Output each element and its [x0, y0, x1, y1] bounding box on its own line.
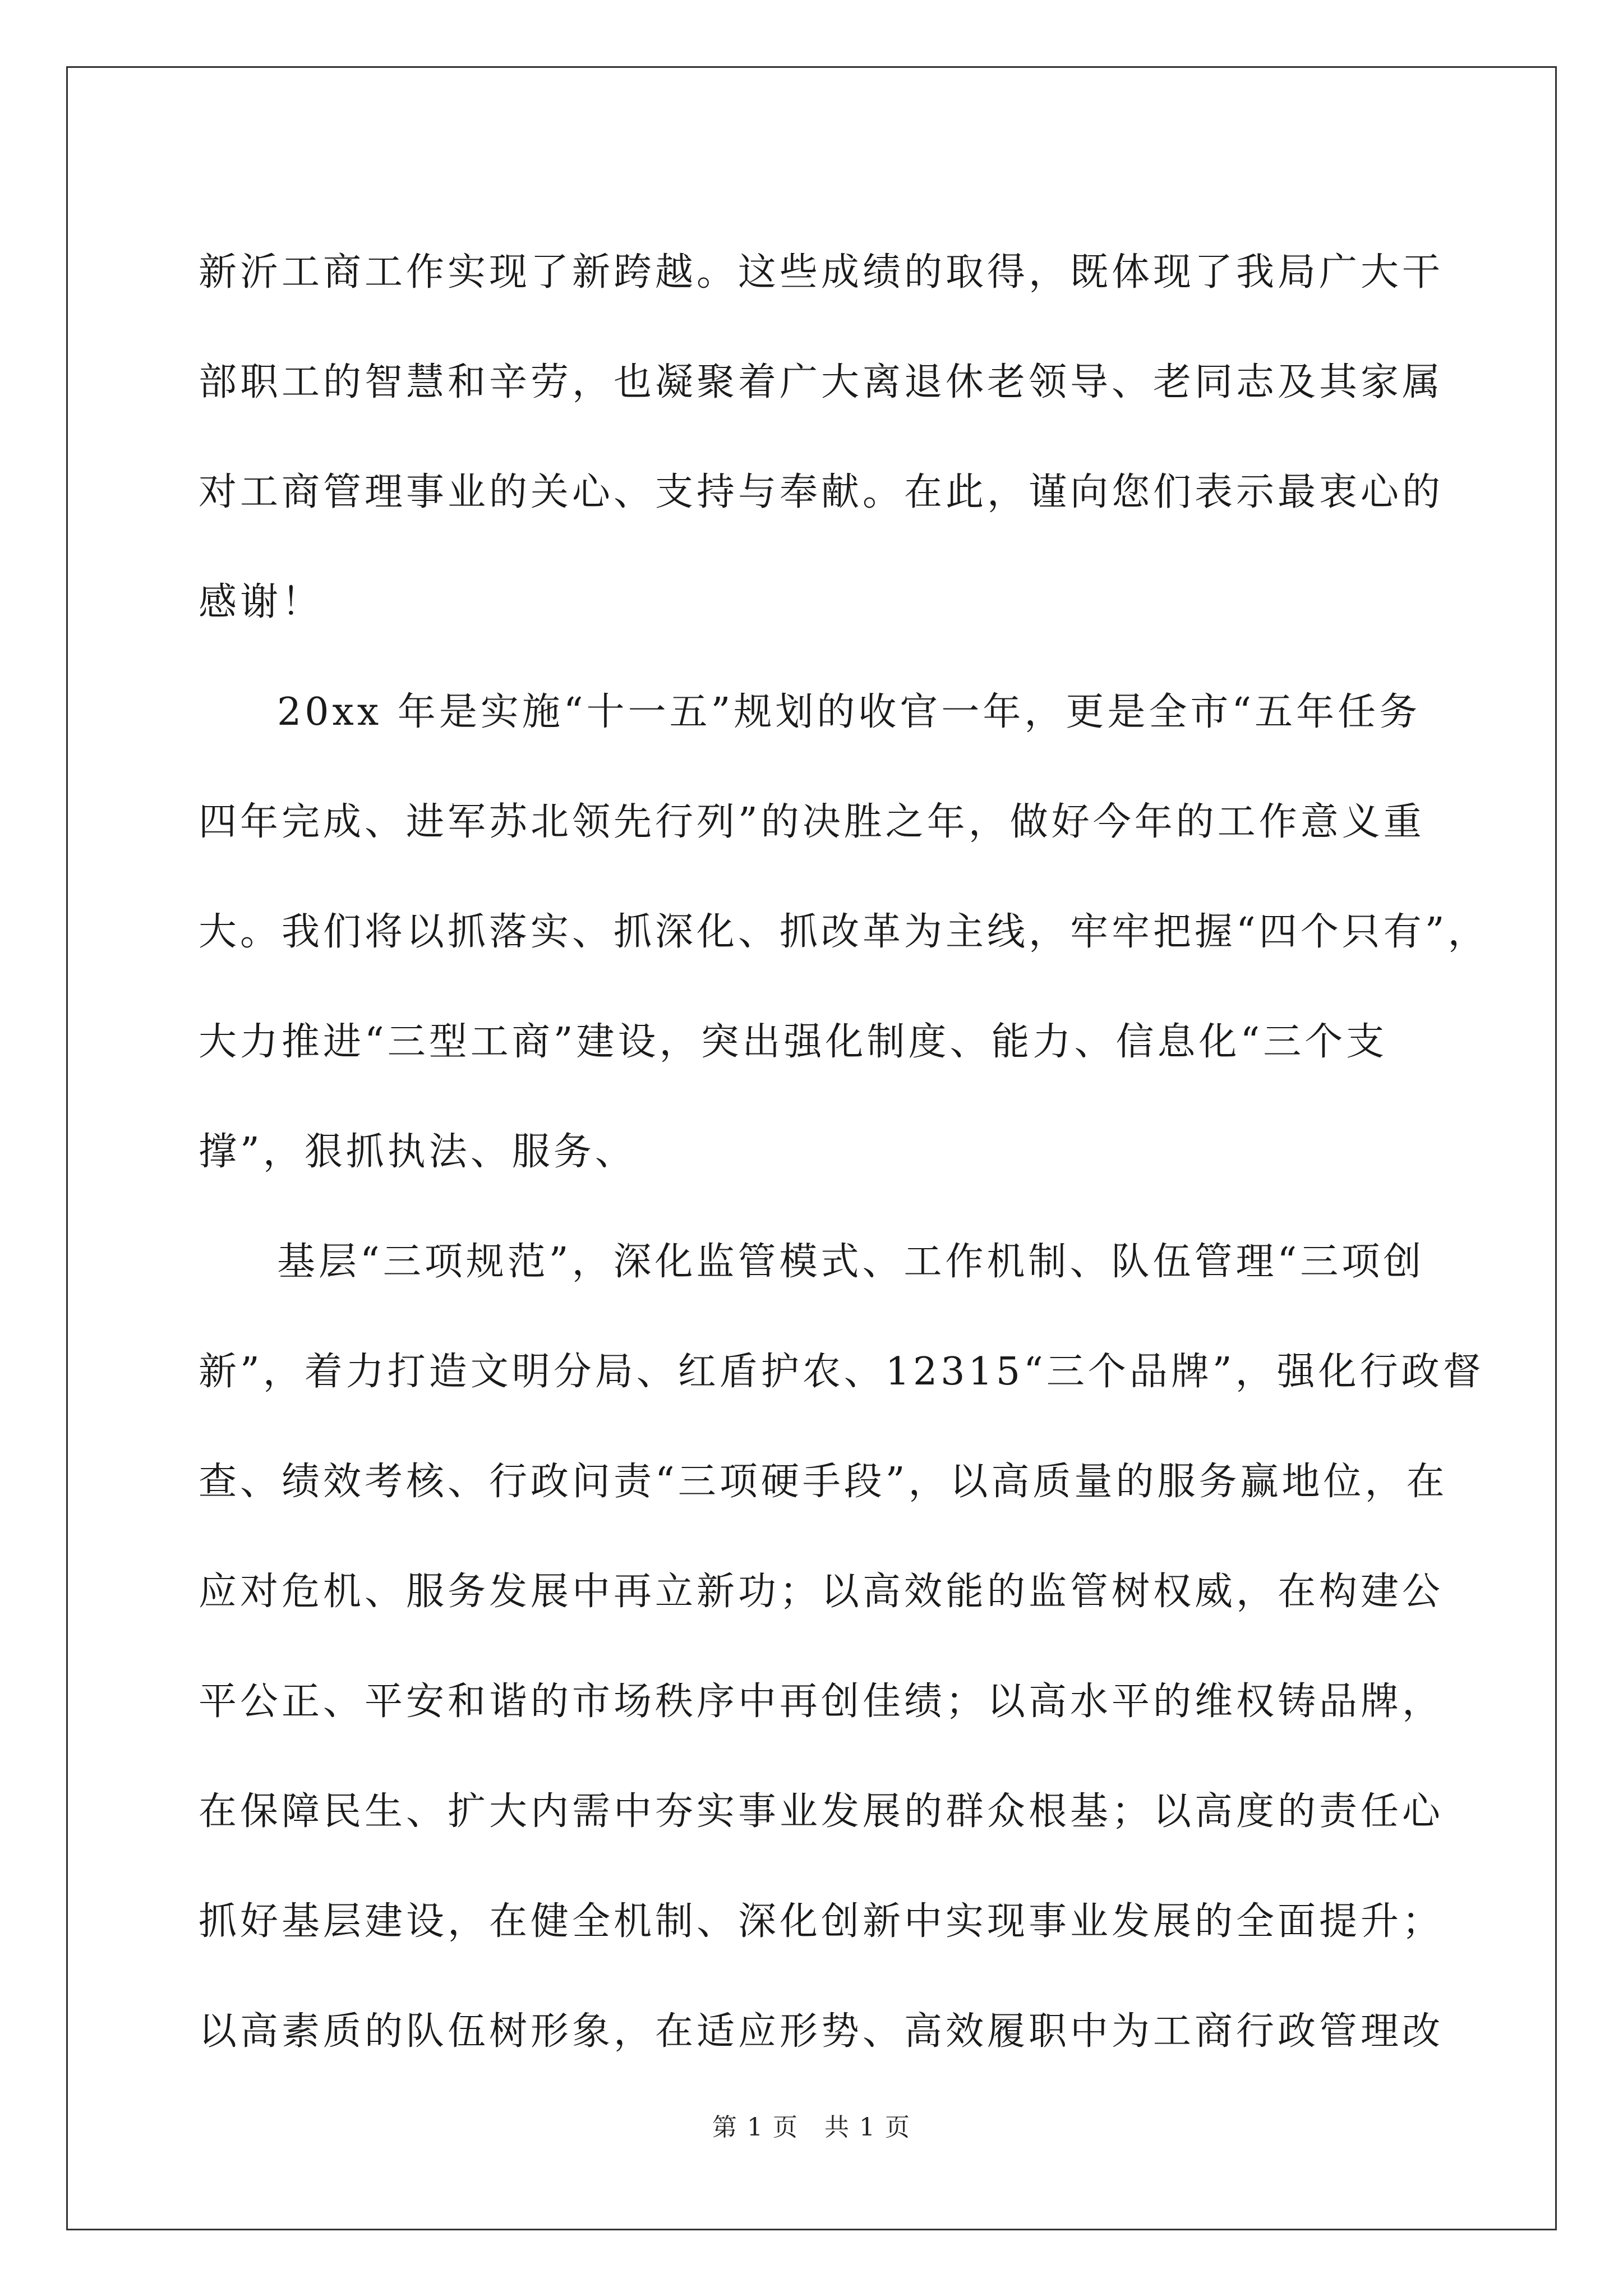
text-line: 对工商管理事业的关心、支持与奉献。在此，谨向您们表示最衷心的	[199, 470, 1444, 514]
text-line: 撑”，狠抓执法、服务、	[199, 1130, 637, 1174]
text-line: 以高素质的队伍树形象，在适应形势、高效履职中为工商行政管理改	[199, 2009, 1444, 2054]
text-line: 20xx 年是实施“十一五”规划的收官一年，更是全市“五年任务	[277, 690, 1421, 734]
page-number-footer: 第 1 页 共 1 页	[712, 2113, 911, 2142]
text-line: 基层“三项规范”，深化监管模式、工作机制、队伍管理“三项创	[277, 1240, 1425, 1284]
document-body	[199, 218, 1490, 2087]
text-line: 抓好基层建设，在健全机制、深化创新中实现事业发展的全面提升；	[199, 1899, 1444, 1944]
text-line: 在保障民生、扩大内需中夯实事业发展的群众根基；以高度的责任心	[199, 1789, 1444, 1834]
text-line: 新”，着力打造文明分局、红盾护农、12315“三个品牌”，强化行政督	[199, 1350, 1484, 1394]
text-line: 平公正、平安和谐的市场秩序中再创佳绩；以高水平的维权铸品牌，	[199, 1680, 1444, 1724]
text-line: 新沂工商工作实现了新跨越。这些成绩的取得，既体现了我局广大干	[199, 250, 1444, 295]
text-line: 大。我们将以抓落实、抓深化、抓改革为主线，牢牢把握“四个只有”，	[199, 910, 1490, 954]
text-line: 四年完成、进军苏北领先行列”的决胜之年，做好今年的工作意义重	[199, 800, 1425, 844]
text-line: 应对危机、服务发展中再立新功；以高效能的监管树权威，在构建公	[199, 1570, 1444, 1614]
text-line: 感谢！	[199, 580, 324, 624]
text-line: 大力推进“三型工商”建设，突出强化制度、能力、信息化“三个支	[199, 1020, 1388, 1064]
text-line: 部职工的智慧和辛劳，也凝聚着广大离退休老领导、老同志及其家属	[199, 360, 1444, 404]
text-line: 查、绩效考核、行政问责“三项硬手段”，以高质量的服务赢地位，在	[199, 1460, 1448, 1504]
